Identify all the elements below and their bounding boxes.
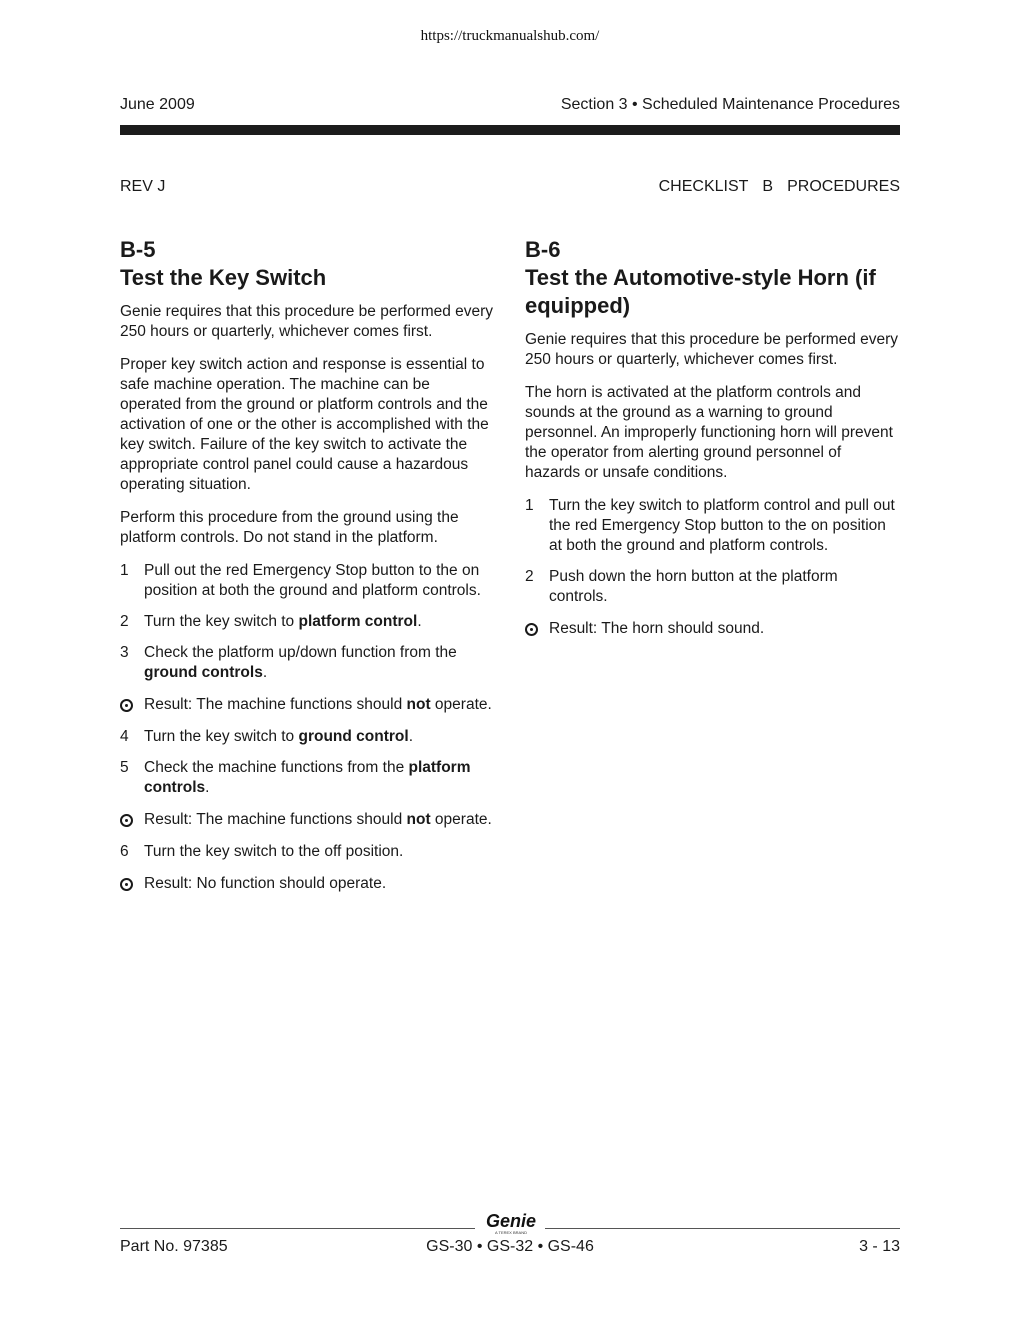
step-text: Check the machine functions from the [144,759,409,776]
result-text: Result: The horn should sound. [549,620,765,637]
result-target-icon [120,878,133,891]
step-emphasis: platform controls [144,759,471,796]
result-item [120,873,495,895]
step-text-end: . [417,613,422,630]
source-url: https://truckmanualshub.com/ [420,28,600,44]
step-number: 6 [120,843,129,860]
step-item [120,758,495,798]
step-text: Turn the key switch to [144,613,299,630]
step-item [525,567,900,607]
step-item [525,496,900,556]
step-number: 1 [120,562,129,579]
genie-logo [481,1210,541,1236]
result-target-icon [525,623,538,636]
page-number: 3 - 13 [859,1238,900,1255]
paragraph: Genie requires that this procedure be performed every 250 hours or quarterly, whichever comes first. [525,331,899,368]
step-number: 1 [525,497,534,514]
paragraph: Perform this procedure from the ground using the platform controls. Do not stand in the platform. [120,509,459,546]
step-item [120,842,495,862]
step-text: Push down the horn button at the platform controls. [549,568,838,605]
result-text: Result: No function should operate. [144,875,387,892]
model-list: GS-30 • GS-32 • GS-46 [426,1238,594,1255]
step-number: 2 [120,613,129,630]
result-emphasis: not [406,811,431,828]
genie-logo-subtext: A TEREX BRAND [495,1230,527,1235]
header-rule [120,125,900,135]
result-text-end: operate. [430,696,492,713]
header-date: June 2009 [120,96,195,113]
checklist-label [659,178,900,196]
paragraph: Genie requires that this procedure be performed every 250 hours or quarterly, whichever comes first. [120,303,494,340]
result-emphasis: not [406,696,431,713]
result-text-end: operate. [430,811,492,828]
result-item [120,694,495,716]
checklist-word: CHECKLIST [658,178,749,195]
paragraph: The horn is activated at the platform controls and sounds at the ground as a warning to ground personnel. An improperly functioning horn will prevent the operator from alerting ground personnel of hazards or unsafe conditions. [525,384,893,481]
step-number: 4 [120,728,129,745]
step-text: Turn the key switch to [144,728,299,745]
step-item [120,727,495,747]
genie-logo-text: Genie [485,1211,537,1231]
step-item [120,561,495,601]
result-text: Result: The machine functions should [144,696,407,713]
step-emphasis: platform control [298,613,418,630]
procedures-word: PROCEDURES [787,178,900,195]
step-text-end: . [205,779,210,796]
result-target-icon [120,814,133,827]
part-number: Part No. 97385 [120,1238,228,1255]
section-b5 [120,236,495,906]
section-id: B-6 [525,237,561,262]
step-text: Turn the key switch to the off position. [144,843,404,860]
step-text-end: . [262,664,268,681]
section-id: B-5 [120,237,156,262]
footer-rule-left [120,1228,475,1229]
section-b6 [525,236,900,651]
section-title: Test the Automotive-style Horn (if equipped) [525,265,876,318]
step-item [120,643,495,683]
step-text-end: . [408,728,414,745]
step-number: 3 [120,644,129,661]
header-section: Section 3 • Scheduled Maintenance Procedures [560,96,900,113]
step-item [120,612,495,632]
result-item [120,809,495,831]
step-number: 5 [120,759,129,776]
step-text: Turn the key switch to platform control and pull out the red Emergency Stop button to the on position at both the ground and platform controls. [549,497,895,554]
step-emphasis: ground control [298,728,409,745]
result-text: Result: The machine functions should [144,811,407,828]
step-number: 2 [525,568,534,585]
result-target-icon [120,699,133,712]
revision-label: REV J [120,178,166,195]
step-emphasis: ground controls [144,664,263,681]
step-text: Check the platform up/down function from the [144,644,457,661]
section-title: Test the Key Switch [120,265,327,290]
footer-rule-right [545,1228,900,1229]
checklist-letter: B [762,178,774,195]
result-item [525,618,900,640]
step-text: Pull out the red Emergency Stop button to the on position at both the ground and platform controls. [144,562,481,599]
paragraph: Proper key switch action and response is essential to safe machine operation. The machine can be operated from the ground or platform controls and the activation of one or the other is accomplished with the key switch. Failure of the key switch to activate the appropriate control panel could cause a hazardous operating situation. [120,356,489,493]
